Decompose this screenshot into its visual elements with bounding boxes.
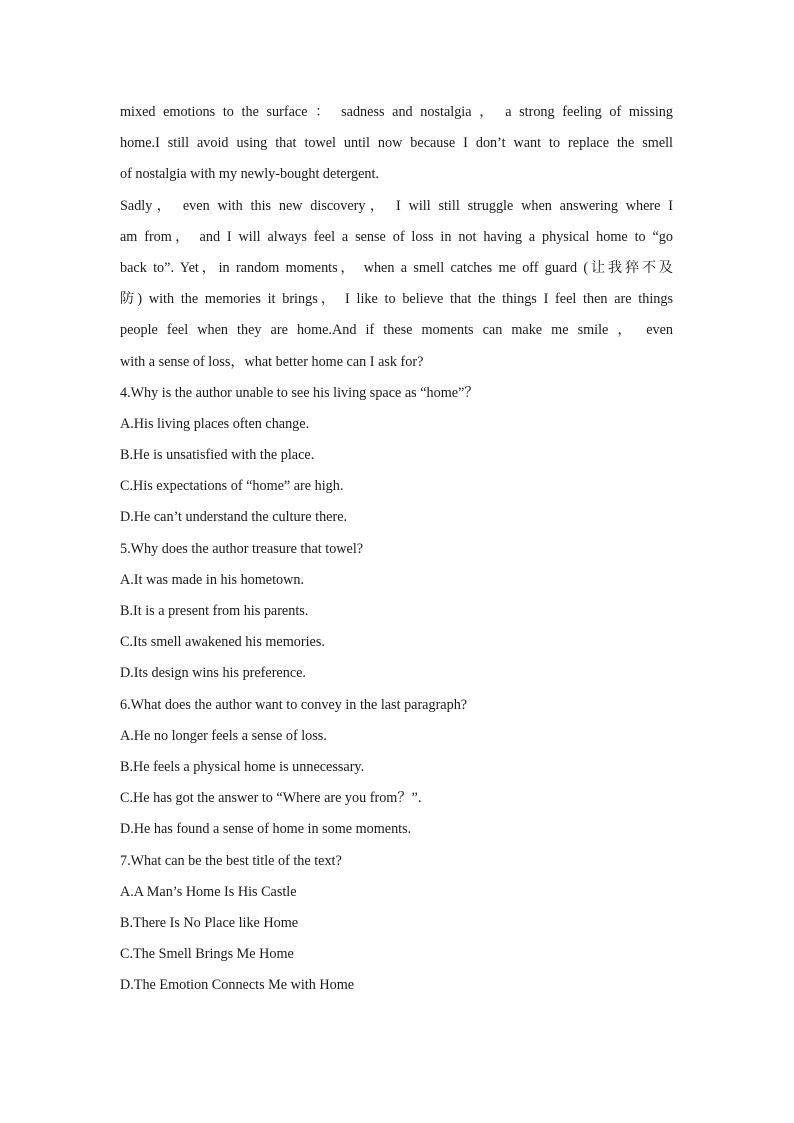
- answer-option: B.He feels a physical home is unnecessary.: [120, 758, 365, 775]
- answer-option: D.He has found a sense of home in some moments.: [120, 821, 412, 838]
- document-content: [120, 99, 673, 1003]
- answer-option: B.There Is No Place like Home: [120, 914, 299, 931]
- answer-option: A.It was made in his hometown.: [120, 571, 305, 588]
- passage-line: with a sense of loss，what better home can I ask for?: [120, 353, 424, 370]
- question-stem: 4.Why is the author unable to see his living space as “home”？: [120, 384, 479, 401]
- answer-option: C.Its smell awakened his memories.: [120, 634, 325, 651]
- passage-line: Sadly， even with this new discovery， I will still struggle when answering where I: [120, 197, 673, 214]
- answer-option: B.It is a present from his parents.: [120, 603, 309, 619]
- passage-line: home.I still avoid using that towel until now because I don’t want to replace the smell: [120, 135, 673, 152]
- question-7: [120, 848, 673, 1004]
- question-stem: 7.What can be the best title of the text?: [120, 852, 342, 869]
- passage-line: am from， and I will always feel a sense of loss in not having a physical home to “go: [120, 228, 673, 245]
- answer-option: B.He is unsatisfied with the place.: [120, 447, 315, 464]
- question-stem: 5.Why does the author treasure that towel?: [120, 540, 364, 557]
- answer-option: C.His expectations of “home” are high.: [120, 478, 344, 495]
- passage-line: back to”. Yet，in random moments， when a smell catches me off guard (让我猝不及: [120, 259, 673, 276]
- question-6: [120, 692, 673, 848]
- passage-line: people feel when they are home.And if these moments can make me smile ， even: [120, 322, 673, 339]
- answer-option: A.A Man’s Home Is His Castle: [120, 883, 297, 900]
- answer-option: D.He can’t understand the culture there.: [120, 509, 348, 526]
- answer-option: A.He no longer feels a sense of loss.: [120, 727, 327, 744]
- question-5: [120, 536, 673, 692]
- question-4: [120, 380, 673, 536]
- answer-option: A.His living places often change.: [120, 415, 310, 432]
- answer-option: D.The Emotion Connects Me with Home: [120, 977, 355, 994]
- passage-line: mixed emotions to the surface ： sadness and nostalgia ， a strong feeling of missing: [120, 104, 673, 120]
- answer-option: C.He has got the answer to “Where are you from？”.: [120, 790, 422, 807]
- passage-tail: [120, 99, 673, 380]
- passage-line: 防) with the memories it brings， I like to believe that the things I feel then are things: [120, 291, 673, 308]
- question-stem: 6.What does the author want to convey in the last paragraph?: [120, 696, 468, 713]
- answer-option: C.The Smell Brings Me Home: [120, 946, 294, 963]
- answer-option: D.Its design wins his preference.: [120, 665, 306, 682]
- passage-line: of nostalgia with my newly-bought detergent.: [120, 166, 380, 183]
